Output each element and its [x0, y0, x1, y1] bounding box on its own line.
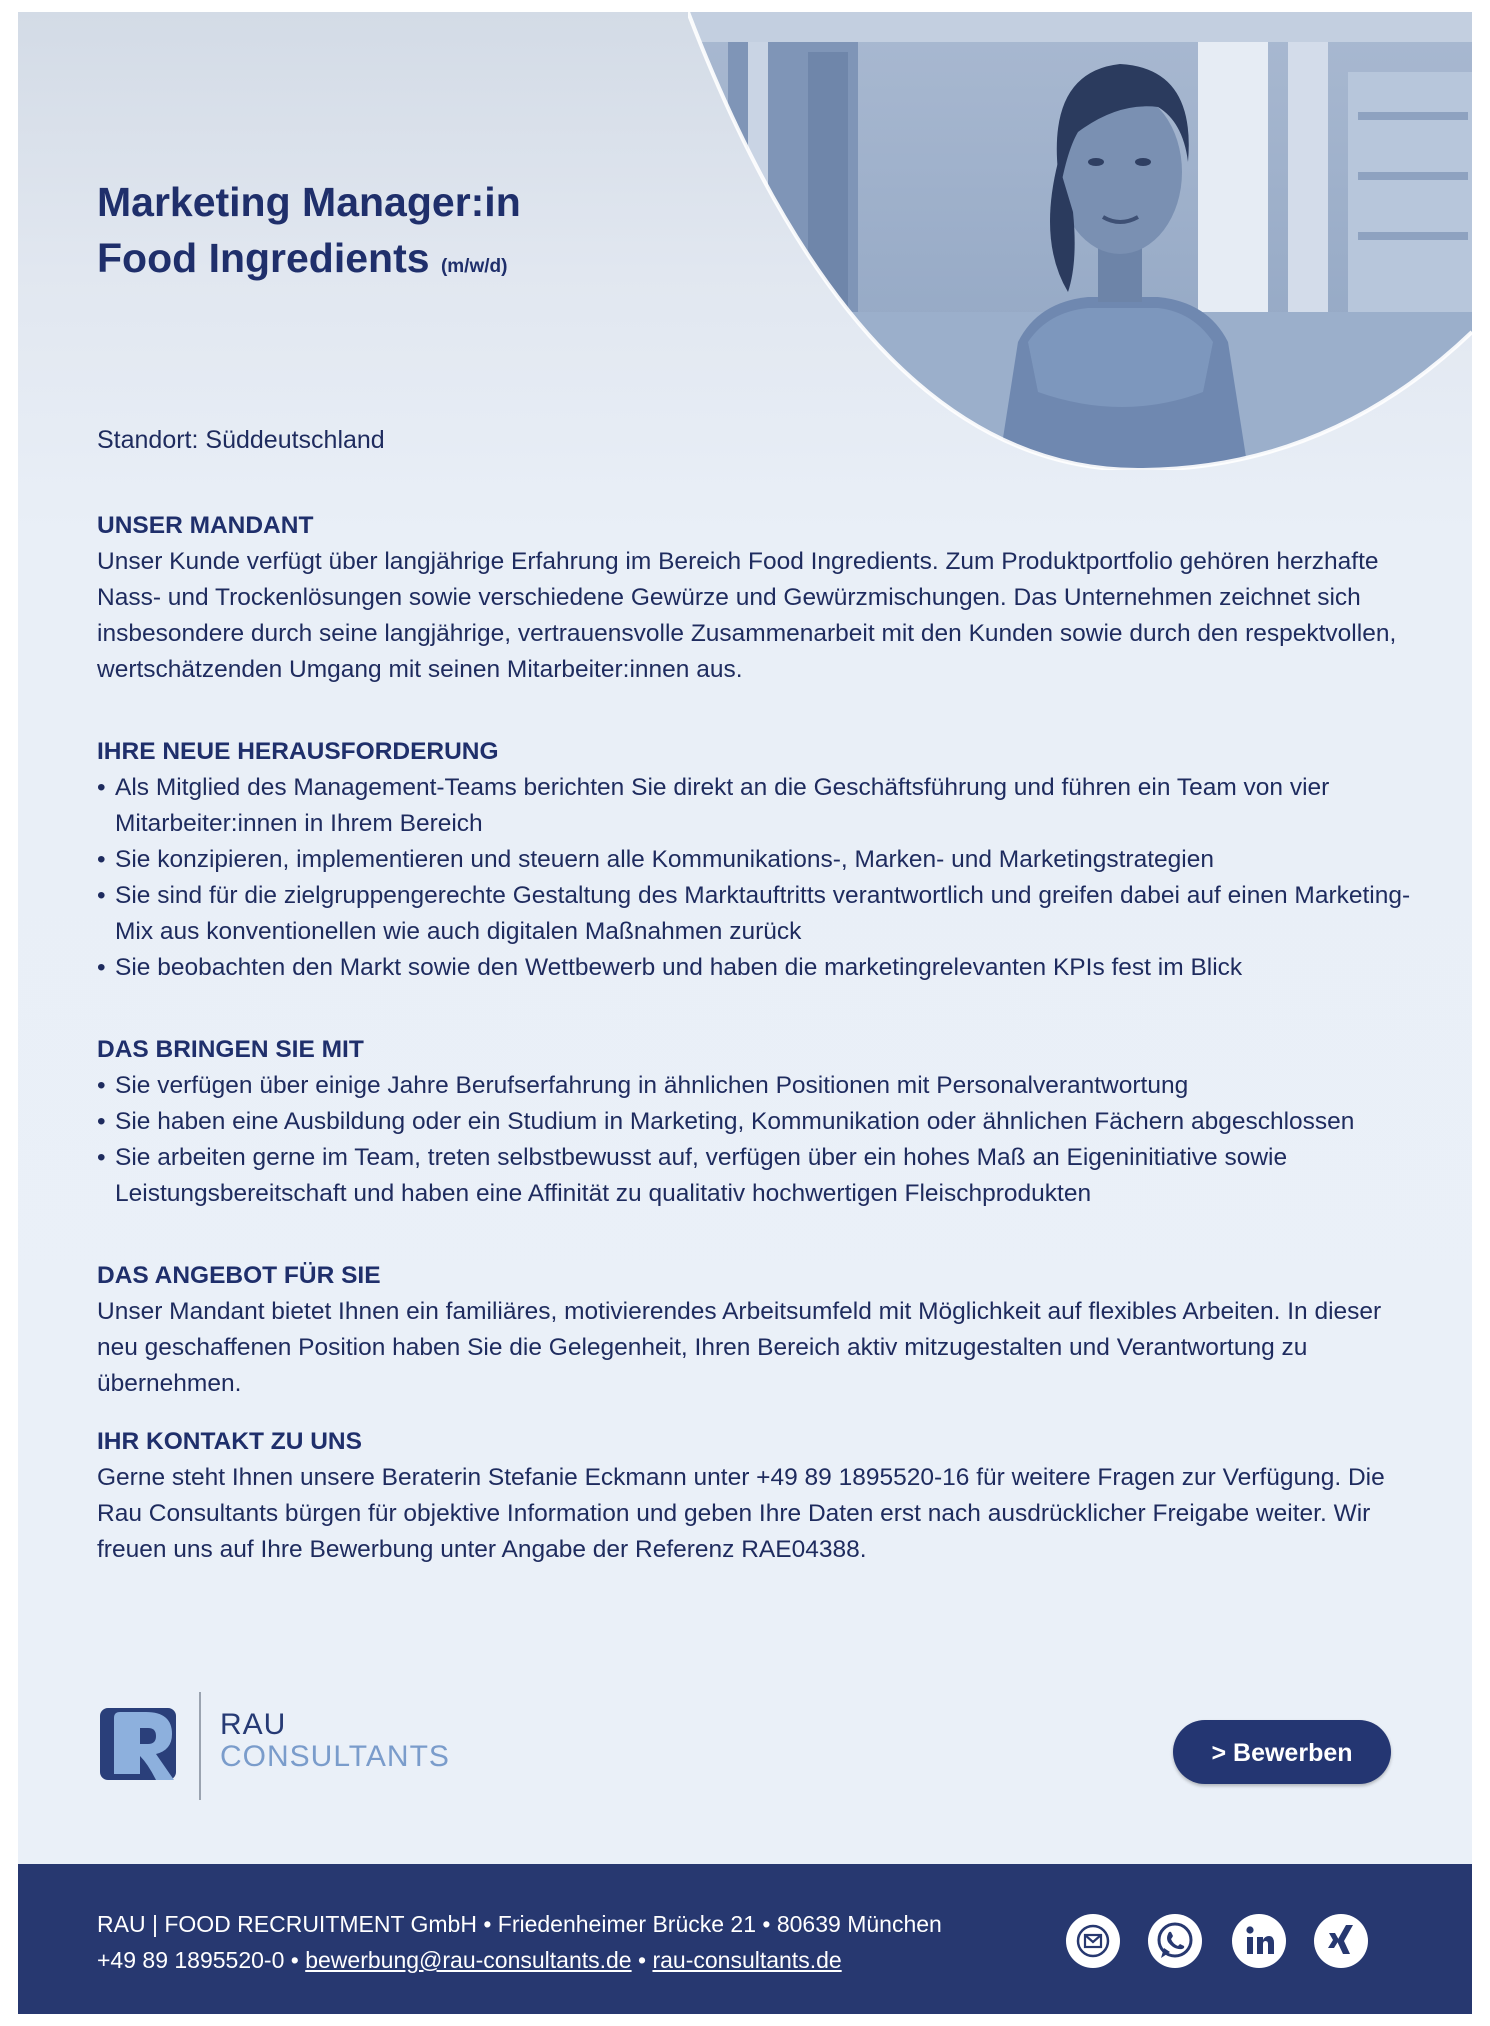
list-item: • Sie beobachten den Markt sowie den Wettbewerb und haben die marketingrelevanten KPIs fest im Blick [97, 950, 1427, 986]
footer-separator: • [284, 1947, 306, 1973]
logo-text-rau: RAU [220, 1708, 287, 1741]
section-requirements [97, 1032, 1427, 1212]
footer-separator: • [631, 1947, 653, 1973]
footer-phone: +49 89 1895520-0 [97, 1947, 285, 1973]
footer-email-link[interactable]: bewerbung@rau-consultants.de [305, 1947, 632, 1973]
job-title [97, 174, 521, 295]
section-heading: DAS BRINGEN SIE MIT [97, 1036, 364, 1063]
section-text: Unser Kunde verfügt über langjährige Erfahrung im Bereich Food Ingredients. Zum Produktportfolio gehören herzhafte Nass- und Trockenlösungen sowie verschiedene Gewürze und Gewürzmischungen. Das Unternehmen zeichnet sich insbesondere durch seine langjährige, vertrauensvolle Zusammenarbeit mit den Kunden sowie durch den respektvollen, wertschätzenden Umgang mit seinen Mitarbeiter:innen aus. [97, 548, 1397, 683]
job-description [97, 508, 1427, 1568]
xing-icon[interactable] [1314, 1914, 1368, 1968]
job-ad-page [18, 12, 1472, 2014]
requirements-list [97, 1068, 1427, 1212]
section-offer [97, 1258, 1427, 1402]
rau-logo-mark [100, 1704, 180, 1784]
job-location: Standort: Süddeutschland [97, 426, 385, 454]
section-contact [97, 1424, 1427, 1568]
list-item: • Sie konzipieren, implementieren und steuern alle Kommunikations-, Marken- und Marketingstrategien [97, 842, 1427, 878]
mail-icon[interactable] [1066, 1914, 1120, 1968]
whatsapp-icon[interactable] [1148, 1914, 1202, 1968]
list-item: • Sie haben eine Ausbildung oder ein Studium in Marketing, Kommunikation oder ähnlichen Fächern abgeschlossen [97, 1104, 1427, 1140]
section-mandant [97, 508, 1427, 688]
section-heading: IHRE NEUE HERAUSFORDERUNG [97, 738, 499, 765]
list-item: • Sie sind für die zielgruppengerechte Gestaltung des Marktauftritts verantwortlich und greifen dabei auf einen Marketing-Mix aus konventionellen wie auch digitalen Maßnahmen zurück [97, 878, 1427, 950]
section-text: Gerne steht Ihnen unsere Beraterin Stefanie Eckmann unter +49 89 1895520-16 für weitere Fragen zur Verfügung. Die Rau Consultants bürgen für objektive Information und geben Ihre Daten erst nach ausdrücklicher Freigabe weiter. Wir freuen uns auf Ihre Bewerbung unter Angabe der Referenz RAE04388. [97, 1464, 1385, 1563]
logo-text-consultants: CONSULTANTS [220, 1740, 450, 1773]
job-title-line1: Marketing Manager:in [97, 179, 521, 225]
logo-divider [199, 1692, 201, 1800]
list-item: • Sie verfügen über einige Jahre Berufserfahrung in ähnlichen Positionen mit Personalverantwortung [97, 1068, 1427, 1104]
section-challenge [97, 734, 1427, 986]
linkedin-icon[interactable] [1232, 1914, 1286, 1968]
hero-photo [688, 12, 1472, 470]
section-heading: IHR KONTAKT ZU UNS [97, 1428, 362, 1455]
footer-contact [97, 1942, 842, 1978]
job-title-line2: Food Ingredients [97, 235, 430, 281]
footer-address: RAU | FOOD RECRUITMENT GmbH • Friedenheimer Brücke 21 • 80639 München [97, 1911, 942, 1937]
section-heading: UNSER MANDANT [97, 512, 314, 539]
list-item: • Als Mitglied des Management-Teams berichten Sie direkt an die Geschäftsführung und führen ein Team von vier Mitarbeiter:innen in Ihrem Bereich [97, 770, 1427, 842]
list-item: • Sie arbeiten gerne im Team, treten selbstbewusst auf, verfügen über ein hohes Maß an Eigeninitiative sowie Leistungsbereitschaft und haben eine Affinität zu qualitativ hochwertigen Fleischprodukten [97, 1140, 1427, 1212]
section-heading: DAS ANGEBOT FÜR SIE [97, 1262, 381, 1289]
gender-suffix: (m/w/d) [440, 256, 508, 277]
footer [18, 1864, 1472, 2014]
section-text: Unser Mandant bietet Ihnen ein familiäres, motivierendes Arbeitsumfeld mit Möglichkeit auf flexibles Arbeiten. In dieser neu geschaffenen Position haben Sie die Gelegenheit, Ihren Bereich aktiv mitzugestalten und Verantwortung zu übernehmen. [97, 1298, 1382, 1397]
apply-button[interactable]: > Bewerben [1173, 1720, 1391, 1784]
footer-website-link[interactable]: rau-consultants.de [652, 1947, 842, 1973]
challenge-list [97, 770, 1427, 986]
